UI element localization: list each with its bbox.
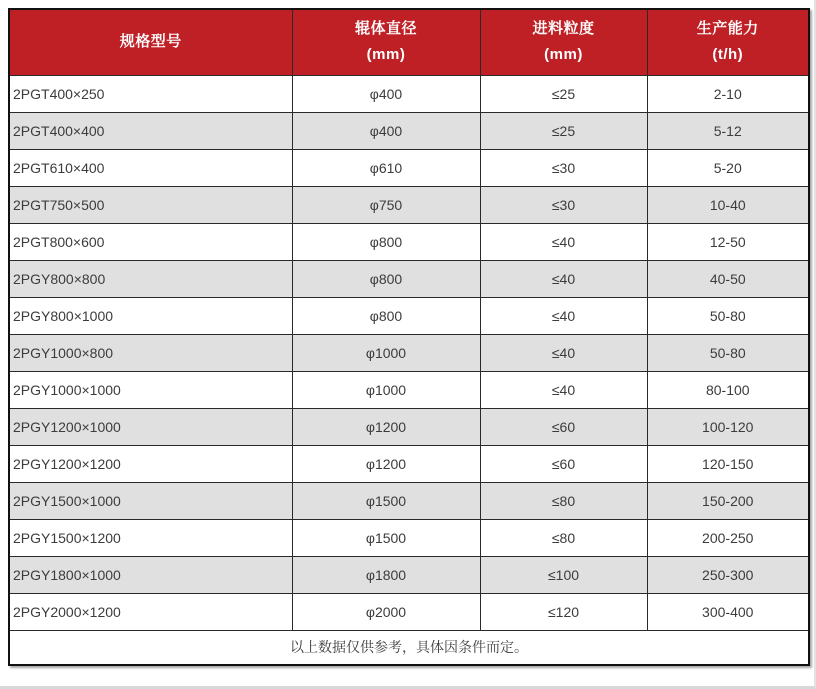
cell-model: 2PGY1800×1000 <box>9 556 292 593</box>
cell-capacity: 10-40 <box>647 186 809 223</box>
cell-capacity: 5-20 <box>647 149 809 186</box>
spec-row <box>9 297 809 334</box>
cell-capacity: 50-80 <box>647 334 809 371</box>
cell-model: 2PGY2000×1200 <box>9 593 292 630</box>
spec-table-header <box>9 9 809 75</box>
col-header-capacity <box>647 9 809 75</box>
cell-capacity: 250-300 <box>647 556 809 593</box>
cell-model: 2PGY1500×1000 <box>9 482 292 519</box>
cell-roller-diameter: φ610 <box>292 149 480 186</box>
col-header-roller-diameter <box>292 9 480 75</box>
cell-feed-size: ≤60 <box>480 408 647 445</box>
spec-row <box>9 556 809 593</box>
spec-row <box>9 408 809 445</box>
cell-capacity: 80-100 <box>647 371 809 408</box>
cell-model: 2PGT400×400 <box>9 112 292 149</box>
cell-roller-diameter: φ1200 <box>292 408 480 445</box>
cell-capacity: 2-10 <box>647 75 809 112</box>
spec-row <box>9 149 809 186</box>
cell-feed-size: ≤60 <box>480 445 647 482</box>
footer-row <box>9 630 809 665</box>
col-header-feed-size-unit: (mm) <box>544 46 583 64</box>
cell-model: 2PGT750×500 <box>9 186 292 223</box>
col-header-capacity-unit: (t/h) <box>712 46 744 64</box>
cell-capacity: 40-50 <box>647 260 809 297</box>
cell-feed-size: ≤40 <box>480 297 647 334</box>
cell-roller-diameter: φ800 <box>292 223 480 260</box>
spec-row <box>9 482 809 519</box>
cell-model: 2PGT400×250 <box>9 75 292 112</box>
col-header-roller-diameter-title: 辊体直径 <box>354 20 417 38</box>
cell-feed-size: ≤40 <box>480 334 647 371</box>
cell-feed-size: ≤30 <box>480 186 647 223</box>
spec-table <box>8 8 810 666</box>
cell-capacity: 200-250 <box>647 519 809 556</box>
cell-capacity: 150-200 <box>647 482 809 519</box>
col-header-feed-size-title: 进料粒度 <box>532 20 595 38</box>
footer-note: 以上数据仅供参考，具体因条件而定。 <box>9 630 809 665</box>
cell-model: 2PGY1500×1200 <box>9 519 292 556</box>
cell-feed-size: ≤120 <box>480 593 647 630</box>
col-header-model <box>9 9 292 75</box>
cell-feed-size: ≤40 <box>480 371 647 408</box>
cell-roller-diameter: φ1200 <box>292 445 480 482</box>
cell-roller-diameter: φ1500 <box>292 482 480 519</box>
cell-capacity: 100-120 <box>647 408 809 445</box>
col-header-roller-diameter-unit: (mm) <box>366 46 406 64</box>
cell-feed-size: ≤30 <box>480 149 647 186</box>
cell-capacity: 120-150 <box>647 445 809 482</box>
cell-feed-size: ≤25 <box>480 75 647 112</box>
cell-roller-diameter: φ750 <box>292 186 480 223</box>
spec-table-footer <box>9 630 809 665</box>
cell-roller-diameter: φ800 <box>292 260 480 297</box>
cell-feed-size: ≤25 <box>480 112 647 149</box>
spec-row <box>9 75 809 112</box>
cell-model: 2PGY1000×800 <box>9 334 292 371</box>
spec-row <box>9 186 809 223</box>
cell-model: 2PGT610×400 <box>9 149 292 186</box>
spec-row <box>9 334 809 371</box>
cell-model: 2PGY1200×1200 <box>9 445 292 482</box>
cell-roller-diameter: φ2000 <box>292 593 480 630</box>
cell-roller-diameter: φ1500 <box>292 519 480 556</box>
cell-capacity: 50-80 <box>647 297 809 334</box>
col-header-feed-size <box>480 9 647 75</box>
spec-row <box>9 223 809 260</box>
cell-feed-size: ≤40 <box>480 223 647 260</box>
col-header-model-title: 规格型号 <box>119 33 182 51</box>
spec-row <box>9 112 809 149</box>
spec-table-body <box>9 75 809 630</box>
spec-row <box>9 445 809 482</box>
cell-model: 2PGY1000×1000 <box>9 371 292 408</box>
cell-roller-diameter: φ1800 <box>292 556 480 593</box>
cell-model: 2PGY1200×1000 <box>9 408 292 445</box>
cell-model: 2PGY800×800 <box>9 260 292 297</box>
cell-model: 2PGT800×600 <box>9 223 292 260</box>
spec-row <box>9 519 809 556</box>
col-header-capacity-title: 生产能力 <box>696 20 759 38</box>
cell-roller-diameter: φ1000 <box>292 334 480 371</box>
header-row <box>9 9 809 75</box>
cell-model: 2PGY800×1000 <box>9 297 292 334</box>
cell-feed-size: ≤80 <box>480 482 647 519</box>
spec-table-container <box>8 8 810 666</box>
cell-capacity: 300-400 <box>647 593 809 630</box>
cell-capacity: 12-50 <box>647 223 809 260</box>
cell-roller-diameter: φ800 <box>292 297 480 334</box>
cell-roller-diameter: φ400 <box>292 112 480 149</box>
cell-feed-size: ≤40 <box>480 260 647 297</box>
cell-roller-diameter: φ1000 <box>292 371 480 408</box>
cell-feed-size: ≤80 <box>480 519 647 556</box>
spec-row <box>9 260 809 297</box>
cell-capacity: 5-12 <box>647 112 809 149</box>
spec-row <box>9 593 809 630</box>
cell-feed-size: ≤100 <box>480 556 647 593</box>
spec-row <box>9 371 809 408</box>
cell-roller-diameter: φ400 <box>292 75 480 112</box>
